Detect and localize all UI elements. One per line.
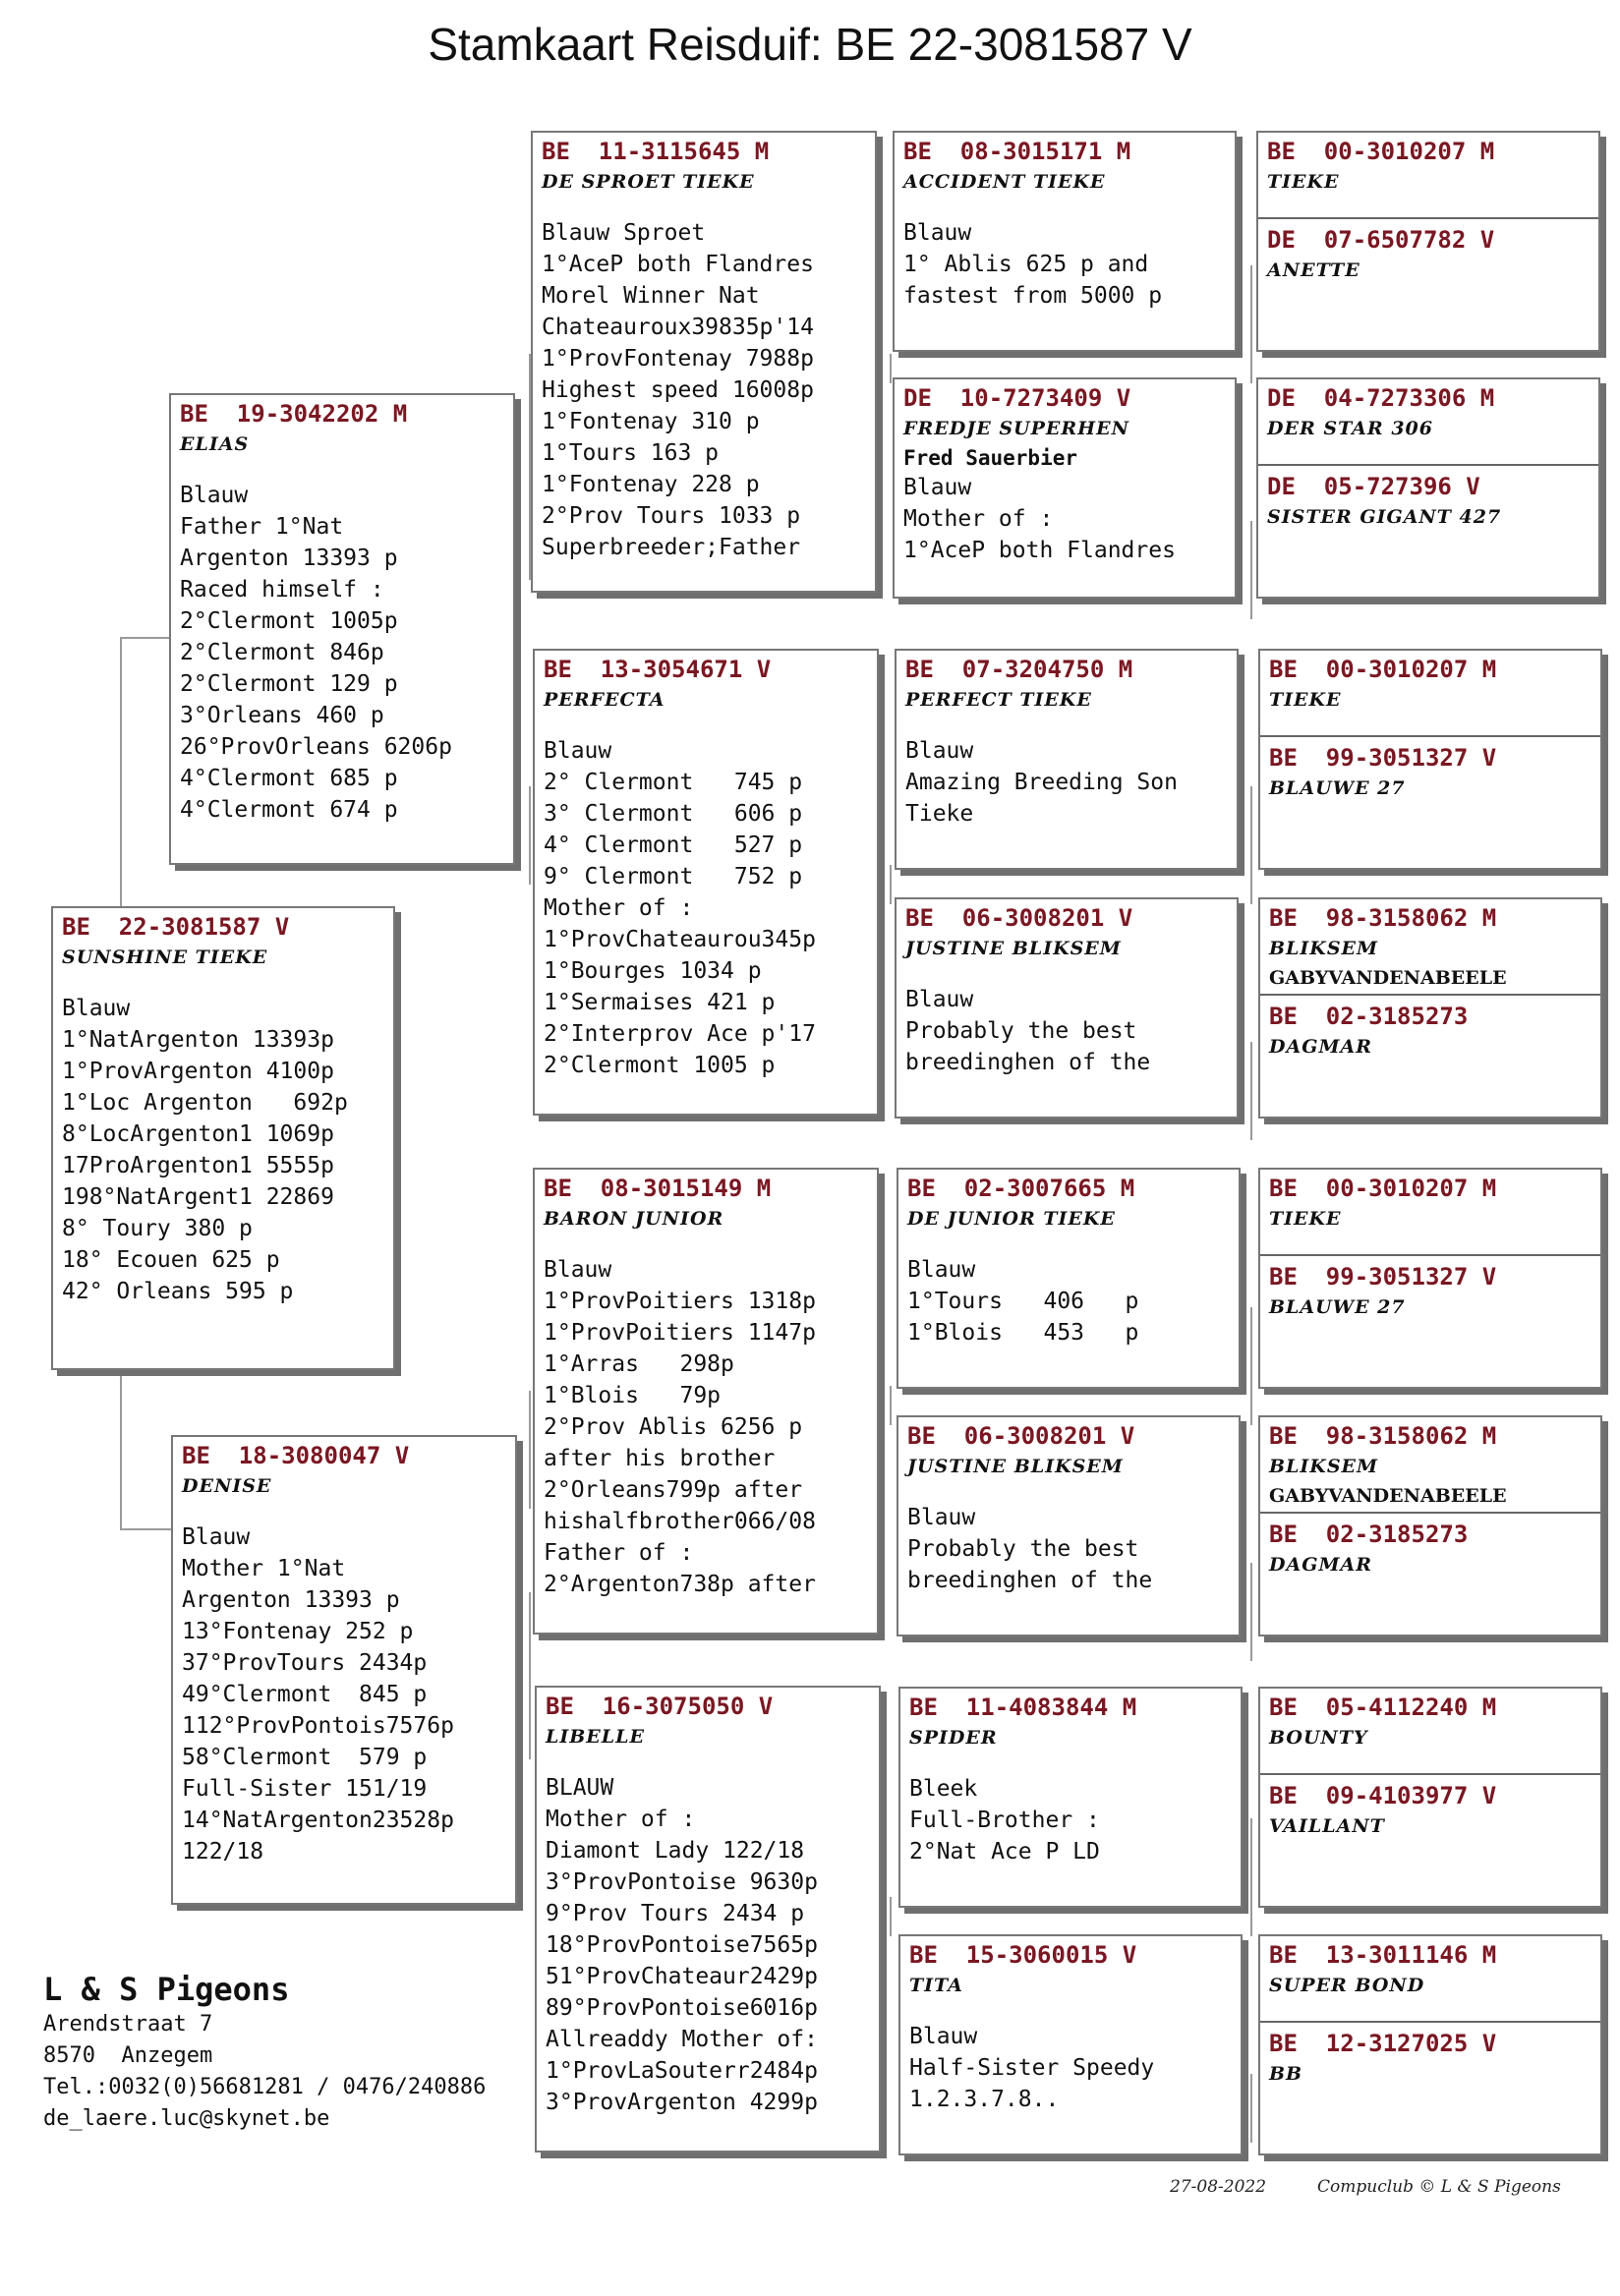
pigeon-name: SUPER BOND (1269, 1975, 1425, 1996)
performance-line: 2° Clermont 745 p (544, 770, 803, 795)
pigeon-name: ELIAS (180, 433, 250, 455)
ring-number: BE 19-3042202 M (180, 400, 408, 428)
pigeon-name: SISTER GIGANT 427 (1267, 506, 1502, 528)
ring-number: BE 07-3204750 M (905, 656, 1133, 683)
performance-line: Blauw (905, 738, 974, 764)
performance-line: Blauw (907, 1505, 976, 1530)
ancestor-divider (1260, 735, 1600, 802)
performance-list (909, 1773, 1232, 1867)
pigeon-name: BOUNTY (1269, 1727, 1368, 1749)
performance-list (180, 480, 504, 826)
mother-card (171, 1435, 517, 1905)
pigeon-name: TIEKE (1269, 1208, 1342, 1230)
performance-line: 3° Clermont 606 p (544, 801, 803, 827)
pigeon-name: DAGMAR (1269, 1554, 1373, 1576)
performance-line: 1°NatArgenton 13393p (62, 1027, 334, 1053)
performance-line: Probably the best (907, 1536, 1139, 1562)
performance-line: 2°Orleans799p after (544, 1477, 803, 1503)
pigeon-name: JUSTINE BLIKSEM (905, 938, 1122, 959)
ancestor-pair-card (1258, 1687, 1602, 1908)
performance-line: 1°ProvPoitiers 1147p (544, 1320, 816, 1346)
performance-line: 2°Prov Ablis 6256 p (544, 1414, 803, 1440)
pigeon-breeder: GABYVANDENABEELE (1269, 1485, 1507, 1507)
performance-line: 1°Bourges 1034 p (544, 958, 762, 984)
ring-number: DE 04-7273306 M (1267, 384, 1495, 412)
ancestor-pair-card (1258, 897, 1602, 1119)
pigeon-name: SUNSHINE TIEKE (62, 947, 268, 968)
ring-number: BE 12-3127025 V (1269, 2030, 1497, 2057)
performance-list (905, 984, 1228, 1078)
performance-line: Chateauroux39835p'14 (542, 315, 814, 340)
performance-line: 1°ProvLaSouterr2484p (546, 2058, 818, 2084)
ring-number: BE 98-3158062 M (1269, 904, 1497, 932)
ancestor-pair-card (1256, 131, 1600, 352)
great-grandparent-card (897, 1415, 1241, 1636)
performance-line: Amazing Breeding Son (905, 770, 1178, 795)
pigeon-name: BLIKSEM (1269, 1456, 1379, 1477)
great-grandparent-card (898, 1687, 1243, 1908)
performance-line: 42° Orleans 595 p (62, 1279, 294, 1304)
performance-line: 1°ProvArgenton 4100p (62, 1059, 334, 1084)
owner-email: de_laere.luc@skynet.be (43, 2106, 330, 2131)
performance-line: 1°ProvPoitiers 1318p (544, 1289, 816, 1314)
grandparent-card (533, 649, 879, 1116)
performance-line: Blauw Sproet (542, 220, 706, 246)
ancestor-pair-card (1258, 649, 1602, 870)
great-grandparent-card (893, 377, 1237, 599)
performance-line: 14°NatArgenton23528p (182, 1808, 454, 1833)
performance-line: Tieke (905, 801, 974, 827)
ancestor-pair-card (1258, 1934, 1602, 2155)
ancestor-divider (1260, 1254, 1600, 1321)
pigeon-name: BLAUWE 27 (1269, 777, 1406, 799)
pigeon-name: DAGMAR (1269, 1036, 1373, 1058)
performance-line: BLAUW (546, 1775, 614, 1801)
performance-list (903, 217, 1226, 312)
performance-line: Half-Sister Speedy (909, 2055, 1155, 2081)
ancestor-divider (1260, 1512, 1600, 1578)
performance-line: 8°LocArgenton1 1069p (62, 1121, 334, 1147)
performance-line: Mother of : (546, 1807, 696, 1832)
pigeon-breeder: GABYVANDENABEELE (1269, 967, 1507, 989)
performance-line: 37°ProvTours 2434p (182, 1650, 428, 1676)
performance-line: Father 1°Nat (180, 514, 344, 540)
pigeon-name: PERFECT TIEKE (905, 689, 1092, 711)
ring-number: BE 09-4103977 V (1269, 1782, 1497, 1809)
ancestor-divider (1260, 1773, 1600, 1840)
ring-number: BE 00-3010207 M (1269, 656, 1497, 683)
performance-line: Mother 1°Nat (182, 1556, 346, 1581)
performance-line: 17ProArgenton1 5555p (62, 1153, 334, 1178)
performance-line: Highest speed 16008p (542, 377, 814, 403)
performance-line: 1°Tours 406 p (907, 1289, 1139, 1314)
performance-line: 1°Fontenay 310 p (542, 409, 760, 434)
pigeon-name: DE SPROET TIEKE (542, 171, 755, 193)
performance-line: Raced himself : (180, 577, 384, 603)
performance-line: Allreaddy Mother of: (546, 2027, 818, 2052)
ring-number: BE 02-3185273 (1269, 1521, 1469, 1548)
ring-number: BE 06-3008201 V (907, 1422, 1135, 1450)
ring-number: DE 05-727396 V (1267, 473, 1480, 500)
ring-number: BE 02-3185273 (1269, 1003, 1469, 1030)
performance-line: 13°Fontenay 252 p (182, 1619, 414, 1644)
performance-line: 9° Clermont 752 p (544, 864, 803, 890)
ring-number: BE 13-3054671 V (544, 656, 772, 683)
pigeon-name: TIEKE (1269, 689, 1342, 711)
performance-line: breedinghen of the (907, 1568, 1153, 1593)
pigeon-name: BB (1269, 2063, 1303, 2085)
ancestor-pair-card (1258, 1168, 1602, 1389)
great-grandparent-card (898, 1934, 1243, 2155)
performance-line: fastest from 5000 p (903, 283, 1163, 309)
performance-line: 1°Blois 453 p (907, 1320, 1139, 1346)
performance-line: Superbreeder;Father (542, 535, 801, 560)
performance-list (907, 1502, 1230, 1596)
performance-line: Blauw (180, 483, 249, 508)
performance-line: 4°Clermont 685 p (180, 766, 398, 791)
ring-number: BE 08-3015149 M (544, 1175, 772, 1202)
pigeon-name: VAILLANT (1269, 1815, 1385, 1837)
performance-line: 198°NatArgent1 22869 (62, 1184, 334, 1210)
pigeon-name: DER STAR 306 (1267, 418, 1433, 439)
pigeon-breeder: Fred Sauerbier (903, 446, 1078, 470)
performance-list (182, 1521, 506, 1867)
performance-line: after his brother (544, 1446, 776, 1471)
pigeon-name: DENISE (182, 1475, 272, 1497)
performance-line: 1°AceP both Flandres (903, 538, 1176, 563)
performance-line: 18°ProvPontoise7565p (546, 1932, 818, 1958)
owner-contact-block (43, 1970, 486, 2135)
performance-line: 2°Argenton738p after (544, 1572, 816, 1597)
performance-line: hishalfbrother066/08 (544, 1509, 816, 1534)
ring-number: BE 13-3011146 M (1269, 1941, 1497, 1969)
grandparent-card (535, 1686, 881, 2152)
great-grandparent-card (895, 897, 1239, 1119)
performance-line: Full-Brother : (909, 1808, 1100, 1833)
performance-line: Bleek (909, 1776, 978, 1802)
pigeon-name: BARON JUNIOR (544, 1208, 724, 1230)
performance-line: Mother of : (903, 506, 1054, 532)
ancestor-divider (1260, 994, 1600, 1061)
ring-number: BE 98-3158062 M (1269, 1422, 1497, 1450)
performance-line: Blauw (903, 475, 972, 500)
performance-line: Argenton 13393 p (180, 545, 398, 571)
performance-line: breedinghen of the (905, 1050, 1151, 1075)
performance-line: Father of : (544, 1540, 694, 1566)
performance-line: Blauw (544, 738, 612, 764)
performance-line: 2°Prov Tours 1033 p (542, 503, 801, 529)
ring-number: BE 11-3115645 M (542, 138, 770, 165)
pigeon-name: FREDJE SUPERHEN (903, 418, 1129, 439)
father-card (169, 393, 515, 865)
ring-number: BE 16-3075050 V (546, 1693, 774, 1720)
performance-line: Blauw (544, 1257, 612, 1283)
page-title: Stamkaart Reisduif: BE 22-3081587 V (428, 19, 1192, 70)
performance-line: 18° Ecouen 625 p (62, 1247, 280, 1273)
performance-line: 2°Clermont 129 p (180, 671, 398, 697)
performance-line: Full-Sister 151/19 (182, 1776, 428, 1802)
performance-line: 1°Arras 298p (544, 1351, 734, 1377)
pigeon-name: DE JUNIOR TIEKE (907, 1208, 1116, 1230)
performance-list (546, 1772, 870, 2118)
performance-line: 2°Interprov Ace p'17 (544, 1021, 816, 1047)
pigeon-name: JUSTINE BLIKSEM (907, 1456, 1124, 1477)
ancestor-divider (1260, 2021, 1600, 2088)
performance-line: 26°ProvOrleans 6206p (180, 734, 452, 760)
owner-name: L & S Pigeons (43, 1971, 290, 2008)
subject-pigeon-card (51, 906, 395, 1370)
ring-number: BE 99-3051327 V (1269, 744, 1497, 772)
owner-phone: Tel.:0032(0)56681281 / 0476/240886 (43, 2075, 487, 2099)
performance-line: Morel Winner Nat (542, 283, 760, 309)
ring-number: BE 05-4112240 M (1269, 1693, 1497, 1721)
performance-line: Argenton 13393 p (182, 1587, 400, 1613)
great-grandparent-card (897, 1168, 1241, 1389)
performance-line: 9°Prov Tours 2434 p (546, 1901, 805, 1926)
performance-line: Probably the best (905, 1018, 1137, 1044)
performance-line: 2°Clermont 846p (180, 640, 384, 665)
performance-line: 1°Fontenay 228 p (542, 472, 760, 497)
performance-line: 1.2.3.7.8.. (909, 2087, 1060, 2112)
owner-city: 8570 Anzegem (43, 2043, 213, 2068)
ring-number: BE 99-3051327 V (1269, 1263, 1497, 1291)
performance-line: 2°Clermont 1005p (180, 608, 398, 634)
ring-number: BE 11-4083844 M (909, 1693, 1137, 1721)
pigeon-name: PERFECTA (544, 689, 665, 711)
performance-list (907, 1254, 1230, 1349)
pigeon-name: TIEKE (1267, 171, 1340, 193)
ring-number: DE 07-6507782 V (1267, 226, 1495, 254)
performance-line: Mother of : (544, 895, 694, 921)
ring-number: BE 15-3060015 V (909, 1941, 1137, 1969)
performance-line: Blauw (907, 1257, 976, 1283)
grandparent-card (531, 131, 877, 593)
ancestor-divider (1258, 464, 1598, 531)
software-credit: Compuclub © L & S Pigeons (1317, 2177, 1561, 2197)
performance-line: 51°ProvChateaur2429p (546, 1964, 818, 1989)
performance-line: 2°Clermont 1005 p (544, 1053, 776, 1078)
performance-list (909, 2021, 1232, 2115)
performance-line: 1°ProvChateaurou345p (544, 927, 816, 952)
ring-number: BE 18-3080047 V (182, 1442, 410, 1469)
performance-line: 1° Ablis 625 p and (903, 252, 1149, 277)
performance-line: Blauw (905, 987, 974, 1012)
performance-line: 1°Loc Argenton 692p (62, 1090, 348, 1116)
pigeon-name: ACCIDENT TIEKE (903, 171, 1106, 193)
pigeon-name: TITA (909, 1975, 963, 1996)
performance-line: 1°Blois 79p (544, 1383, 722, 1408)
ring-number: BE 08-3015171 M (903, 138, 1131, 165)
performance-line: 4° Clermont 527 p (544, 832, 803, 858)
performance-line: Blauw (903, 220, 972, 246)
great-grandparent-card (895, 649, 1239, 870)
performance-line: 1°AceP both Flandres (542, 252, 814, 277)
performance-line: Diamont Lady 122/18 (546, 1838, 805, 1864)
performance-line: 3°ProvArgenton 4299p (546, 2090, 818, 2115)
performance-list (544, 735, 868, 1081)
owner-street: Arendstraat 7 (43, 2012, 213, 2037)
ring-number: BE 02-3007665 M (907, 1175, 1135, 1202)
ancestor-divider (1258, 217, 1598, 284)
performance-list (903, 472, 1226, 566)
ring-number: BE 06-3008201 V (905, 904, 1133, 932)
performance-list (905, 735, 1228, 830)
performance-line: 3°Orleans 460 p (180, 703, 384, 728)
performance-line: 112°ProvPontois7576p (182, 1713, 454, 1739)
pigeon-name: LIBELLE (546, 1726, 645, 1748)
performance-line: 1°ProvFontenay 7988p (542, 346, 814, 372)
performance-list (542, 217, 866, 563)
performance-line: 1°Sermaises 421 p (544, 990, 776, 1015)
pigeon-name: BLAUWE 27 (1269, 1296, 1406, 1318)
ring-number: DE 10-7273409 V (903, 384, 1131, 412)
performance-list (544, 1254, 868, 1600)
performance-line: Blauw (62, 996, 131, 1021)
performance-line: 49°Clermont 845 p (182, 1682, 428, 1707)
great-grandparent-card (893, 131, 1237, 352)
performance-line: 1°Tours 163 p (542, 440, 720, 466)
ring-number: BE 00-3010207 M (1269, 1175, 1497, 1202)
performance-line: 4°Clermont 674 p (180, 797, 398, 823)
grandparent-card (533, 1168, 879, 1635)
ring-number: BE 22-3081587 V (62, 913, 290, 941)
performance-line: Blauw (909, 2024, 978, 2049)
performance-line: 122/18 (182, 1839, 264, 1865)
ring-number: BE 00-3010207 M (1267, 138, 1495, 165)
performance-line: 8° Toury 380 p (62, 1216, 253, 1241)
ancestor-pair-card (1256, 377, 1600, 599)
performance-list (62, 993, 384, 1307)
performance-line: 89°ProvPontoise6016p (546, 1995, 818, 2021)
pigeon-name: BLIKSEM (1269, 938, 1379, 959)
performance-line: 58°Clermont 579 p (182, 1745, 428, 1770)
pigeon-name: SPIDER (909, 1727, 998, 1749)
print-date: 27-08-2022 (1170, 2177, 1267, 2197)
performance-line: Blauw (182, 1524, 251, 1550)
ancestor-pair-card (1258, 1415, 1602, 1636)
performance-line: 2°Nat Ace P LD (909, 1839, 1100, 1865)
performance-line: 3°ProvPontoise 9630p (546, 1869, 818, 1895)
pigeon-name: ANETTE (1267, 259, 1360, 281)
